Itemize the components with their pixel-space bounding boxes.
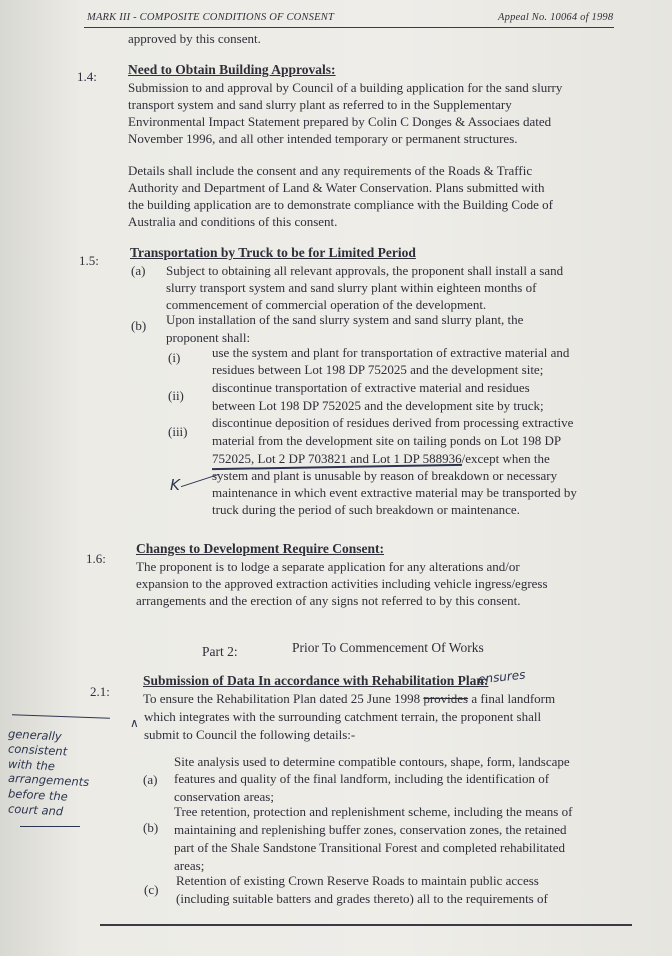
header-rule (84, 27, 614, 28)
text-line: conservation areas; (174, 789, 274, 804)
text-line: maintaining and replenishing buffer zones, conservation zones, the retained (174, 822, 567, 837)
margin-note-line: generally (7, 726, 63, 744)
text-line: submit to Council the following details:- (144, 727, 356, 742)
item-label: (i) (168, 350, 181, 365)
text-line: Tree retention, protection and replenishment scheme, including the means of (174, 804, 573, 819)
text-line: The proponent is to lodge a separate application for any alterations and/or (136, 559, 520, 574)
struck-word: provides (423, 691, 469, 706)
text-line: Australia and conditions of this consent. (128, 214, 338, 229)
margin-note-line: consistent (7, 741, 68, 759)
text-line: features and quality of the final landform, including the identification of (174, 771, 550, 786)
intro-after-strike: a final landform (468, 691, 556, 706)
text-line: discontinue deposition of residues derived from processing extractive (212, 415, 574, 430)
text-line: Authority and Department of Land & Water Conservation. Plans submitted with (128, 180, 545, 195)
text-line: Retention of existing Crown Reserve Roads to maintain public access (176, 873, 539, 888)
intro-line: approved by this consent. (128, 31, 261, 46)
handwritten-rule-bottom (20, 826, 80, 827)
item-label: (ii) (168, 388, 184, 403)
section-number-1-5: 1.5: (79, 253, 99, 268)
section-heading-1-5: Transportation by Truck to be for Limited Period (130, 245, 416, 260)
part-title: Prior To Commencement Of Works (292, 640, 484, 655)
text-line: proponent shall: (166, 330, 251, 345)
header-left: MARK III - COMPOSITE CONDITIONS OF CONSENT (87, 12, 334, 23)
intro-before-strike: To ensure the Rehabilitation Plan dated 25 June 1998 (143, 691, 424, 706)
text-line: truck during the period of such breakdown or maintenance. (212, 502, 520, 517)
item-label: (b) (143, 820, 159, 835)
handwritten-rule-top (12, 714, 110, 718)
text-line: discontinue transportation of extractive material and residues (212, 380, 530, 395)
footer-rule (100, 924, 632, 926)
item-label: (b) (131, 318, 147, 333)
item-label: (a) (131, 263, 146, 278)
text-line: Upon installation of the sand slurry system and sand slurry plant, the (166, 312, 524, 327)
text-line: use the system and plant for transportation of extractive material and (212, 345, 570, 360)
text-line: (including suitable batters and grades thereto) all to the requirements of (176, 891, 548, 906)
margin-note-line: arrangements (7, 770, 90, 790)
handwritten-caret: ∧ (130, 716, 139, 730)
handwritten-insert-mark: K (170, 476, 180, 494)
text-line: 752025, Lot 2 DP 703821 and Lot 1 DP 588936/except when the (212, 451, 550, 466)
item-label: (a) (143, 772, 158, 787)
section-heading-1-6: Changes to Development Require Consent: (136, 541, 384, 556)
text-line: maintenance in which event extractive material may be transported by (212, 485, 577, 500)
text-line: expansion to the approved extraction activities including vehicle ingress/egress (136, 576, 548, 591)
text-line: arrangements and the erection of any signs not referred to by this consent. (136, 593, 521, 608)
text-line: slurry transport system and sand slurry plant within eighteen months of (166, 280, 537, 295)
text-line: between Lot 198 DP 752025 and the development site by truck; (212, 398, 544, 413)
margin-note-line: before the (7, 786, 69, 804)
margin-note-line: court and (7, 801, 64, 819)
text-line: Details shall include the consent and any requirements of the Roads & Traffic (128, 163, 533, 178)
text-line: system and plant is unusable by reason of breakdown or necessary (212, 468, 558, 483)
text-line: commencement of commercial operation of the development. (166, 297, 487, 312)
text-line: residues between Lot 198 DP 752025 and the development site; (212, 362, 544, 377)
section-number-2-1: 2.1: (90, 684, 110, 699)
handwritten-ensures: ensures (477, 667, 527, 687)
text-line: November 1996, and all other intended temporary or permanent structures. (128, 131, 518, 146)
text-line: transport system and sand slurry plant as referred to in the Supplementary (128, 97, 512, 112)
item-label: (c) (144, 882, 159, 897)
text-line: part of the Shale Sandstone Transitional Forest and completed rehabilitated (174, 840, 566, 855)
text-line: Subject to obtaining all relevant approvals, the proponent shall install a sand (166, 263, 564, 278)
section-heading-2-1: Submission of Data In accordance with Rehabilitation Plan: (143, 673, 489, 688)
margin-note-line: with the (7, 756, 56, 774)
item-label: (iii) (168, 424, 188, 439)
text-line: areas; (174, 858, 205, 873)
section-heading-1-4: Need to Obtain Building Approvals: (128, 62, 336, 77)
text-line: Environmental Impact Statement prepared by Colin C Donges & Associaes dated (128, 114, 552, 129)
text-line: material from the development site on tailing ponds on Lot 198 DP (212, 433, 562, 448)
text-line: Site analysis used to determine compatible contours, shape, form, landscape (174, 754, 570, 769)
text-line: Submission to and approval by Council of a building application for the sand slurry (128, 80, 563, 95)
text-line (143, 691, 555, 707)
text-line: the building application are to demonstrate compliance with the Building Code of (128, 197, 553, 212)
part-label: Part 2: (202, 644, 238, 659)
section-number-1-4: 1.4: (77, 69, 97, 84)
text-line: which integrates with the surrounding catchment terrain, the proponent shall (144, 709, 542, 724)
section-number-1-6: 1.6: (86, 551, 106, 566)
header-right: Appeal No. 10064 of 1998 (498, 12, 614, 23)
